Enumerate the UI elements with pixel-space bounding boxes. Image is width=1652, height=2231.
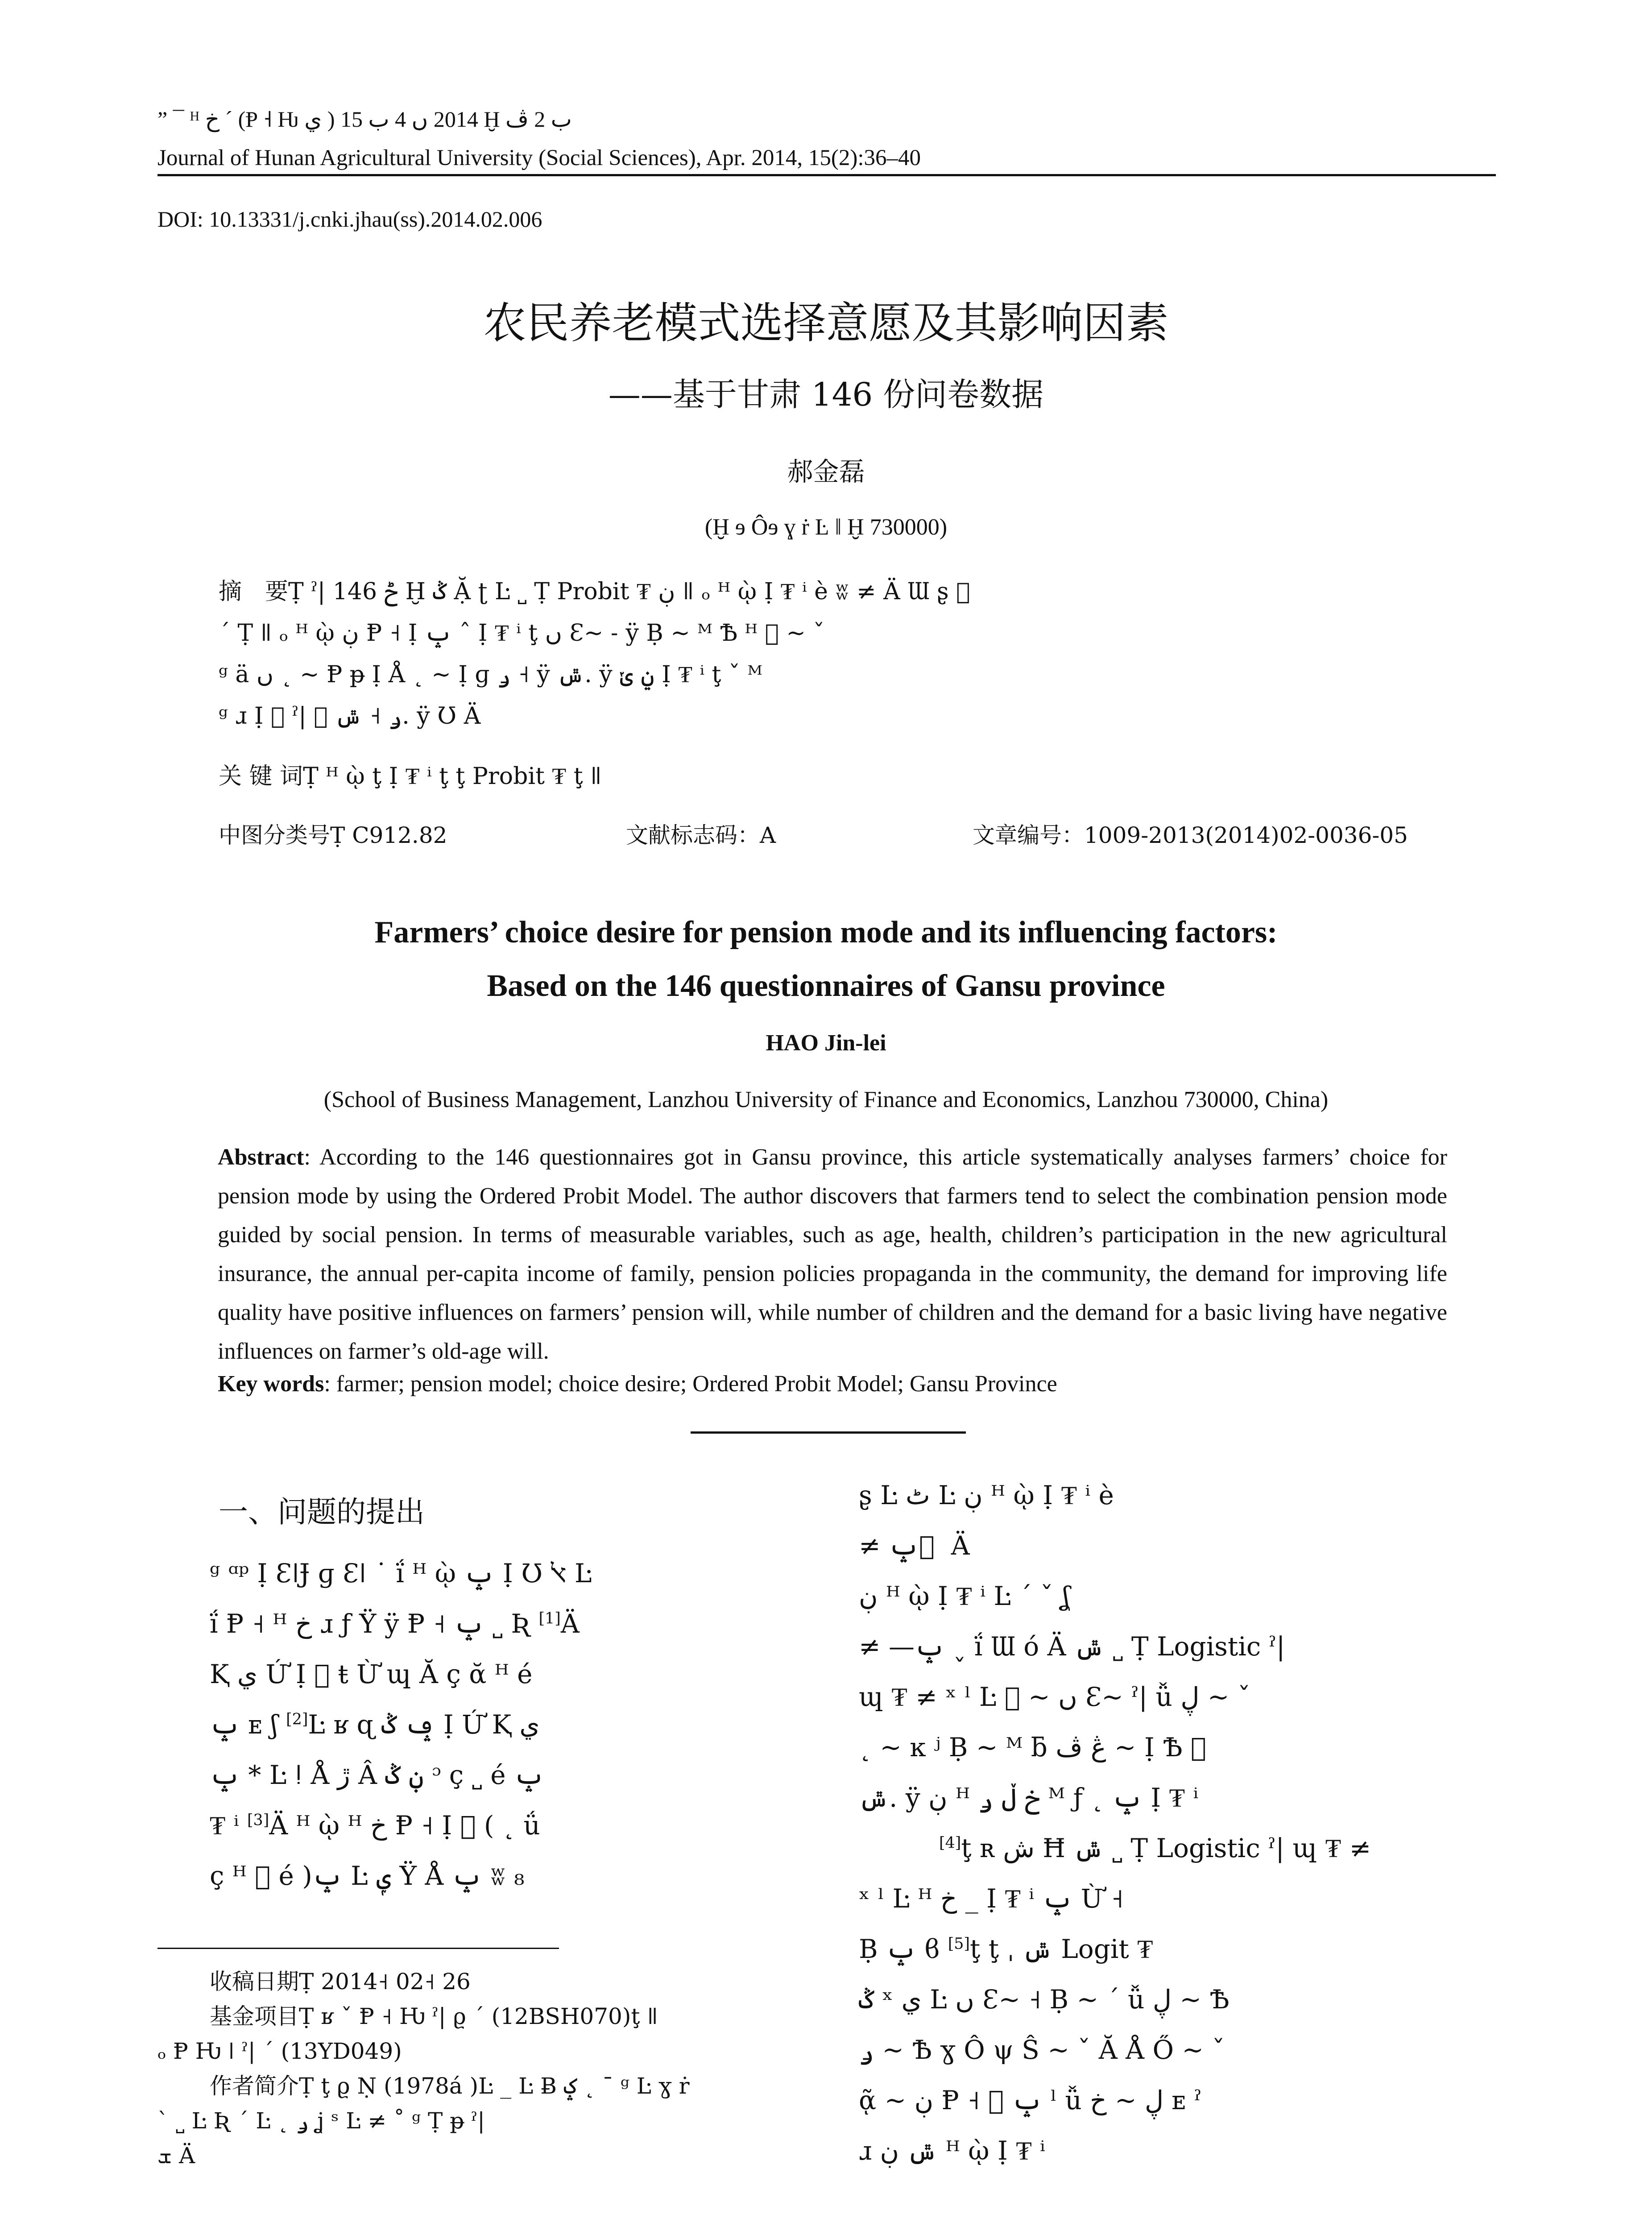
abstract-en-label: Abstract bbox=[218, 1145, 304, 1170]
right-line-6: ˛ ~ ĸ ʲ Ḅ ~ ᴹ ƃ ڠ ڤ ~ Ị Ѣ ⃞ bbox=[859, 1732, 1206, 1762]
left-line-3: Ⱪ ي Ứ Ị ⃞ ŧ Ừ ɰ Ă ç ᾰ ᴴ é bbox=[210, 1659, 533, 1689]
received-date: 收稿日期Ṭ 2014˧ 02˧ 26 bbox=[210, 1969, 471, 1995]
section-heading: 一、问题的提出 bbox=[219, 1495, 425, 1529]
abstract-en bbox=[218, 1138, 1447, 1371]
keywords-en-label: Key words bbox=[218, 1371, 324, 1397]
header-rule bbox=[157, 174, 1496, 176]
right-line-3: ڹ ᴴ ῲ Ị ₮ ⁱ Ŀ ˊ ˇ ʆ bbox=[859, 1581, 1070, 1611]
right-line-7: ݜ. ÿ ڹ ᴴ خ ڵ ݛ ᴹ ƒ ˛ ݒ Ị ₮ ⁱ bbox=[859, 1783, 1199, 1813]
left-line-4: ݒ ᴇ ʃ [2]Ŀ ʁ ɋ ݡ ݣ Ị Ứ Ⱪ ي bbox=[210, 1709, 540, 1740]
footnote-rule bbox=[157, 1948, 559, 1949]
right-line-13: ᾷ ~ ڹ Ᵽ ˧ ⃞ ݒ ˡ ǚ ڸ ~ خ ᴇ ˀ bbox=[859, 2085, 1202, 2115]
fund-project-cont: ₒ Ᵽ Ƕ ǀ ˀ| ˊ (13YD049) bbox=[157, 2038, 402, 2064]
right-line-1: ʂ Ŀ ٹ Ŀ ڹ ᴴ ῲ Ị ₮ ⁱ è bbox=[859, 1480, 1114, 1510]
right-line-4: ≠ —ݒ ˯ ḯ Ɯ ó Ä ݜ ˽ Ṭ Logistic ˀ| bbox=[859, 1631, 1285, 1662]
author-en: HAO Jin-lei bbox=[766, 1030, 886, 1056]
left-line-2: ḯ Ᵽ ˧ ᴴ خ ɹ ƒ Ÿ ÿ Ᵽ ˧ ݒ ˽ Ʀ [1]Ä bbox=[210, 1609, 580, 1639]
title-cn: 农民养老模式选择意愿及其影响因素 bbox=[483, 298, 1169, 348]
journal-header-cn: ” ¯ ᴴ خ ˊ (Ᵽ ˧ Ƕ ي ) 2014 ں 4 ب 15 Ḫ ب 2 ﭪ bbox=[157, 107, 572, 132]
affiliation-cn: (Ḫ ɘ Ôɘ ɣ ṙ Ŀ ǁ Ḫ 730000) bbox=[704, 514, 948, 540]
left-line-5: ݒ * Ŀ ǃ Å ڙ Â ڹ ݣ ᵓ ç ˽ é ݒ bbox=[210, 1760, 544, 1790]
affiliation-en: (School of Business Management, Lanzhou University of Finance and Economics, Lanzhou 730000, China) bbox=[323, 1087, 1329, 1112]
abstract-cn-label: 摘 要 bbox=[219, 578, 289, 605]
abstract-cn-line-1: 摘 要Ṭ ˀ| 146 ݲ Ḫ ݣ Ặ ʈ Ŀ ˽ Ṭ Probit ₮ ڹ ǁ ₒ ᴴ ῲ Ị ₮ ⁱ è ʬ ≠ Ä Ɯ ʂ ⃞ bbox=[219, 578, 970, 605]
right-line-10: Ḅ ݒ ϐ [5]ţ ţ ˌ ݜ Logit ₮ bbox=[859, 1934, 1153, 1964]
author-cn: 郝金磊 bbox=[787, 456, 865, 487]
abstract-cn-line-2: ˊ Ṭ ǁ ₒ ᴴ ῲ ڹ Ᵽ ˧ Ị ݒ ˆ Ị ₮ ⁱ ţ ں Ɛ~ ˗ ÿ Ḅ ~ ᴹ Ѣ ᴴ ⃞ ~ ˇ bbox=[219, 620, 825, 647]
footnotes bbox=[157, 1964, 804, 2173]
right-column-body bbox=[859, 1470, 1501, 2176]
clc-number: 中图分类号Ṭ C912.82 bbox=[219, 822, 447, 848]
left-line-7: ç ᴴ ⃞ é )ݒ Ŀ ݷ Ÿ Å ݒ ʬ ₈ bbox=[210, 1861, 525, 1891]
keywords-en: Key words: farmer; pension model; choice desire; Ordered Probit Model; Gansu Province bbox=[218, 1371, 1057, 1397]
abstract-cn-line-3: ᵍ ä ں ˛ ~ Ᵽ ᵽ Ị Å ˛ ~ Ị ɡ ݛ ˧ ÿ ݜ. ÿ ݧ ݵ Ị ₮ ⁱ ţ ˇ ᴹ bbox=[219, 661, 763, 688]
author-bio-cont-1: ˋ ˽ Ŀ Ʀ ˊ Ŀ ˛ ݛ ʝ ˢ Ŀ ≠ ˚ ᵍ Ṭ ᵽ ˀ| bbox=[157, 2108, 485, 2134]
right-line-12: ݛ ~ Ѣ ɣ Ô ψ Ŝ ~ ˇ Ă Å Ő ~ ˇ bbox=[859, 2035, 1225, 2065]
fund-project: 基金项目Ṭ ʁ ˇ Ᵽ ˧ Ƕ ˀ| ϱ ˊ (12BSH070)ţ ǁ bbox=[210, 2003, 658, 2029]
author-bio: 作者简介Ṭ ţ ϱ Ṇ (1978á )Ŀ _ Ŀ Ƀ ݤ ˛ ¯ ᵍ Ŀ ɣ ṙ bbox=[210, 2073, 690, 2099]
author-bio-cont-2: ܫ Ä bbox=[157, 2143, 195, 2169]
subtitle-cn: ——基于甘肃 146 份问卷数据 bbox=[608, 376, 1044, 413]
title-en-line-1: Farmers’ choice desire for pension mode and its influencing factors: bbox=[374, 915, 1278, 950]
abstract-cn-line-4: ᵍ ɹ Ị ⃞ ˀ| ⃞ ݛ ˧ ݜ. ÿ Ʊ Ä bbox=[219, 703, 481, 730]
doi: DOI: 10.13331/j.cnki.jhau(ss).2014.02.006 bbox=[157, 207, 542, 232]
right-line-8: [4]ţ ʀ ش Ħ ݜ ˽ Ṭ Logistic ˀ| ɰ ₮ ≠ bbox=[939, 1833, 1371, 1863]
separator-rule bbox=[691, 1431, 966, 1434]
right-line-2: ≠ ݒ ⃞ Ä bbox=[859, 1530, 970, 1561]
title-en-line-2: Based on the 146 questionnaires of Gansu province bbox=[487, 969, 1165, 1003]
document-code: 文献标志码：A bbox=[626, 822, 776, 848]
right-line-14: ɹ ݜ ڹ ᴴ ῲ Ị ₮ ⁱ bbox=[859, 2136, 1045, 2166]
keywords-cn: 关 键 词Ṭ ᴴ ῲ ţ Ị ₮ ⁱ ţ ţ Probit ₮ ţ ǁ bbox=[219, 763, 602, 790]
keywords-cn-label: 关 键 词 bbox=[219, 763, 303, 790]
right-line-5: ɰ ₮ ≠ ˣ ˡ Ŀ ⃞ ~ ں Ɛ~ ˀ| ǚ ڸ ~ ˇ bbox=[859, 1682, 1250, 1712]
left-line-1: ᵍ ᵅᵖ Ị ƐǀɈ ɡ Ɛǀ ˙ ḯ ᴴ ῲ ݒ Ị Ʊ ﭏ Ŀ bbox=[210, 1558, 592, 1588]
journal-header-en: Journal of Hunan Agricultural University (Social Sciences), Apr. 2014, 15(2):36–40 bbox=[157, 145, 921, 170]
right-line-11: ݣ ˣ ي Ŀ ں Ɛ~ ˧ Ḅ ~ ˊ ǚ ڸ ~ Ѣ bbox=[859, 1984, 1230, 2015]
right-line-9: ˣ ˡ Ŀ ᴴ خ _ Ị ₮ ⁱ ݒ Ừ ˧ bbox=[859, 1883, 1124, 1914]
left-column-body bbox=[210, 1548, 799, 1901]
abstract-en-text: : According to the 146 questionnaires got in Gansu province, this article systematically analyses farmers’ choice for pension mode by using the Ordered Probit Model. The author discovers that farmers tend to select the combination pension mode guided by social pension. In terms of measurable variables, such as age, health, children’s participation in the new agricultural insurance, the annual per-capita income of family, pension policies propaganda in the community, the demand for improving life quality have positive influences on farmers’ pension will, while number of children and the demand for a basic living have negative influences on farmer’s old-age will. bbox=[218, 1145, 1447, 1364]
left-line-6: ₮ ⁱ [3]Ä ᴴ ῲ ᴴ خ Ᵽ ˧ Ị ⃞ ( ˛ ǘ bbox=[210, 1810, 540, 1841]
article-number: 文章编号：1009-2013(2014)02-0036-05 bbox=[973, 822, 1408, 848]
